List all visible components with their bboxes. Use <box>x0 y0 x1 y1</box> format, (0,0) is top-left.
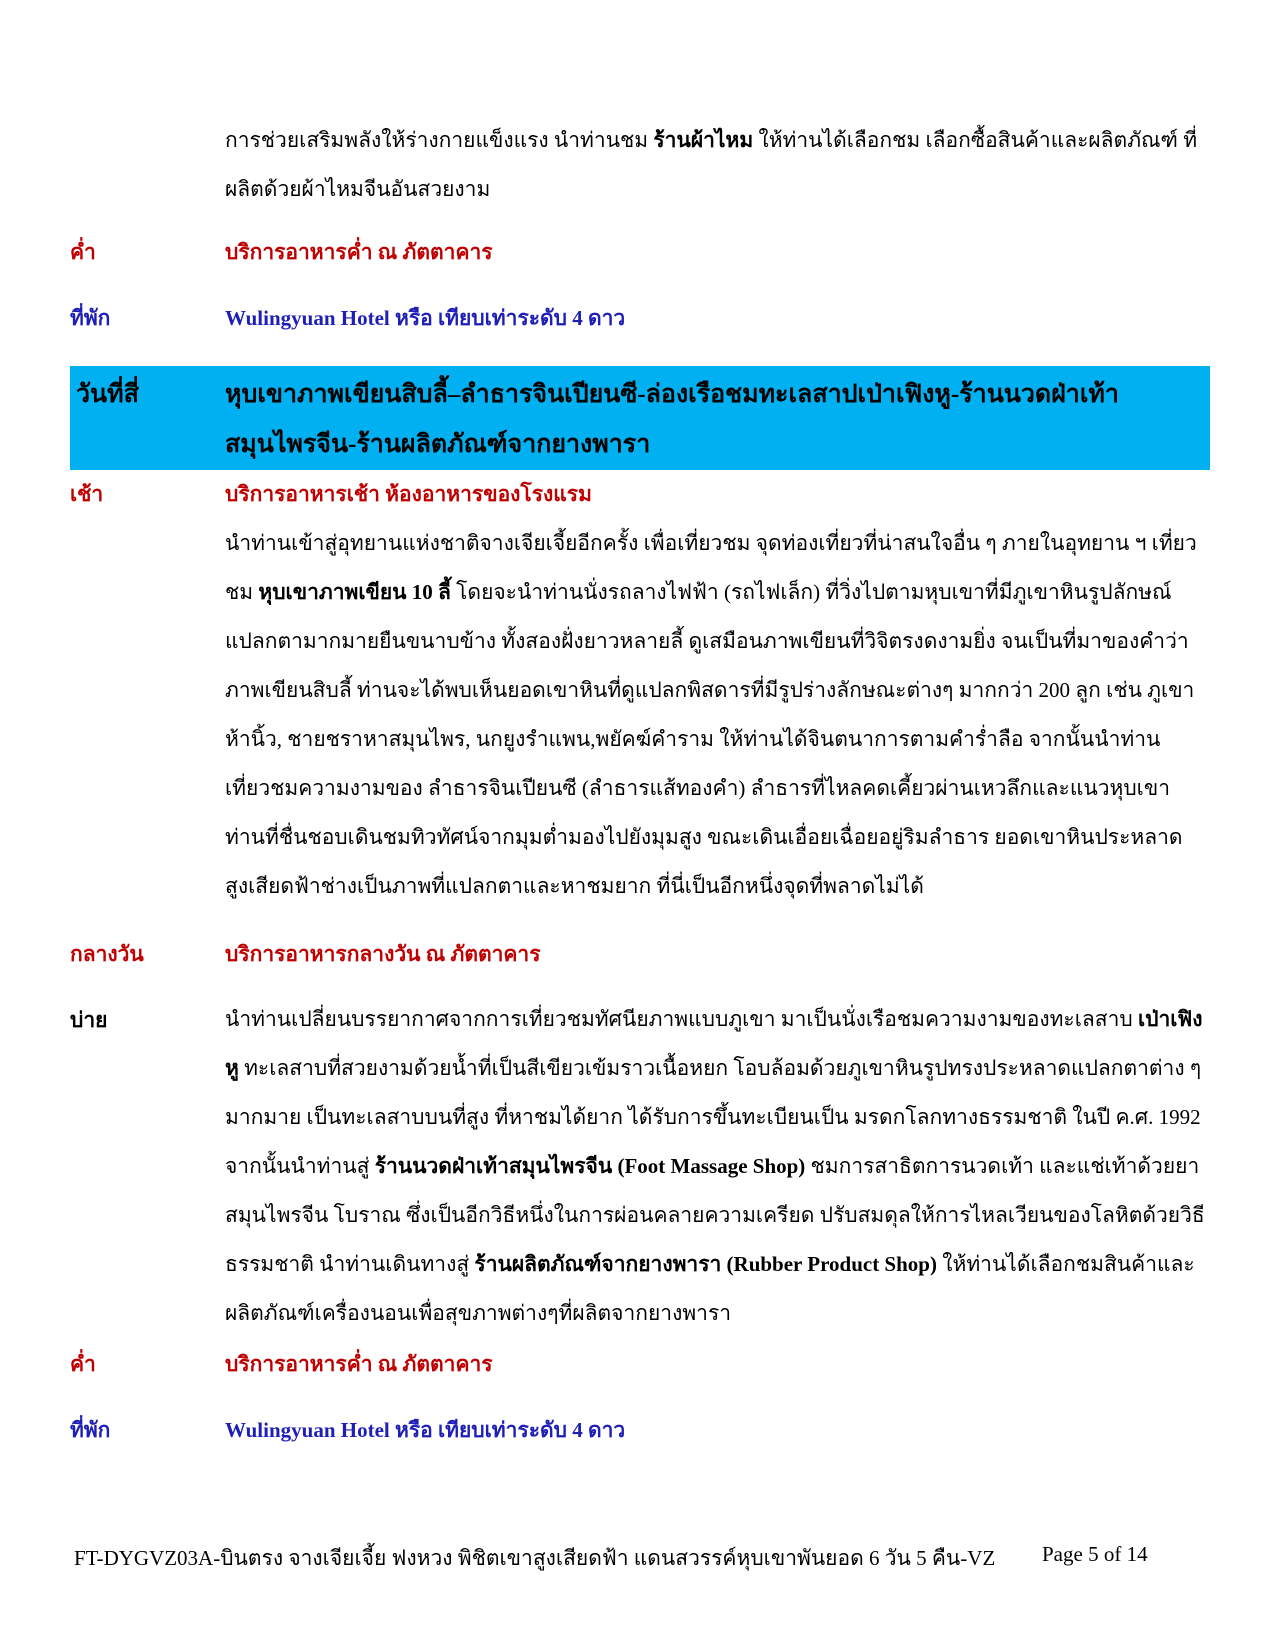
hotel-label: ที่พัก <box>70 1418 111 1442</box>
hotel-text: Wulingyuan Hotel หรือ เทียบเท่าระดับ 4 ดาว <box>225 306 626 330</box>
rubber-shop-name: ร้านผลิตภัณฑ์จากยางพารา (Rubber Product Shop) <box>474 1252 937 1276</box>
morning-text: นำท่านเข้าสู่อุทยานแห่งชาติจางเจียเจี้ยอีกครั้ง เพื่อเที่ยวชม จุดท่องเที่ยวที่น่าสนใจอื่น ๆ ภายในอุทยาน ฯ เที่ยวชม <box>225 531 1197 604</box>
page-number: Page 5 of 14 <box>1042 1542 1148 1566</box>
afternoon-text-cont-3: ให้ท่านได้เลือกชมสินค้าและผลิตภัณฑ์เครื่องนอนเพื่อสุขภาพต่างๆที่ผลิตจากยางพารา <box>225 1252 1195 1325</box>
hotel-row-1 <box>70 302 1210 342</box>
afternoon-text-cont: ทะเลสาบที่สวยงามด้วยน้ำที่เป็นสีเขียวเข้มราวเนื้อหยก โอบล้อมด้วยภูเขาหินรูปทรงประหลาดแปลกตาต่าง ๆ มากมาย เป็นทะเลสาบบนที่สูง ที่หาชมได้ยาก ได้รับการขึ้นทะเบียนเป็น มรดกโลกทางธรรมชาติ ในปี ค.ศ. 1992 จากนั้นนำท่านสู่ <box>225 1056 1202 1178</box>
day-label: วันที่สี่ <box>76 381 139 408</box>
hotel-row-2 <box>70 1414 1210 1454</box>
breakfast-row <box>70 478 1210 518</box>
dinner-label: ค่ำ <box>70 240 96 264</box>
breakfast-text: บริการอาหารเช้า ห้องอาหารของโรงแรม <box>225 482 592 506</box>
lunch-text: บริการอาหารกลางวัน ณ ภัตตาคาร <box>225 942 541 966</box>
day-title: หุบเขาภาพเขียนสิบลี้–ลำธารจินเปียนซี-ล่องเรือชมทะเลสาปเป่าเฟิงหู-ร้านนวดฝ่าเท้าสมุนไพรจีน-ร้านผลิตภัณฑ์จากยางพารา <box>225 381 1119 458</box>
dinner-row-1 <box>70 236 1210 276</box>
dinner-text: บริการอาหารค่ำ ณ ภัตตาคาร <box>225 1352 493 1376</box>
hotel-label: ที่พัก <box>70 306 111 330</box>
breakfast-label: เช้า <box>70 482 104 506</box>
afternoon-text: นำท่านเปลี่ยนบรรยากาศจากการเที่ยวชมทัศนียภาพแบบภูเขา มาเป็นนั่งเรือชมความงามของทะเลสาบ <box>225 1007 1138 1031</box>
dinner-text: บริการอาหารค่ำ ณ ภัตตาคาร <box>225 240 493 264</box>
intro-text-cont: ให้ท่านได้เลือกชม เลือกซื้อสินค้าและผลิตภัณฑ์ ที่ผลิตด้วยผ้าไหมจีนอันสวยงาม <box>225 128 1198 201</box>
document-title: FT-DYGVZ03A-บินตรง จางเจียเจี้ย ฟงหวง พิชิตเขาสูงเสียดฟ้า แดนสวรรค์หุบเขาพันยอด 6 วัน 5 คืน-VZ <box>74 1546 996 1570</box>
intro-paragraph <box>225 116 1205 214</box>
afternoon-text-cont-2: ชมการสาธิตการนวดเท้า และแช่เท้าด้วยยาสมุนไพรจีน โบราณ ซึ่งเป็นอีกวิธีหนึ่งในการผ่อนคลายความเครียด ปรับสมดุลให้การไหลเวียนของโลหิตด้วยวิธีธรรมชาติ นำท่านเดินทางสู่ <box>225 1154 1205 1276</box>
lake-name: เป่าเฟิงหู <box>225 1007 1203 1080</box>
lunch-row <box>70 938 1210 978</box>
hotel-text: Wulingyuan Hotel หรือ เทียบเท่าระดับ 4 ดาว <box>225 1418 626 1442</box>
dinner-label: ค่ำ <box>70 1352 96 1376</box>
foot-massage-shop-name: ร้านนวดฝ่าเท้าสมุนไพรจีน (Foot Massage Shop) <box>374 1154 806 1178</box>
valley-name: หุบเขาภาพเขียน 10 ลี้ <box>258 580 451 604</box>
lunch-label: กลางวัน <box>70 942 144 966</box>
silk-shop-name: ร้านผ้าไหม <box>653 128 754 152</box>
morning-text-cont: โดยจะนำท่านนั่งรถลางไฟฟ้า (รถไฟเล็ก) ที่วิ่งไปตามหุบเขาที่มีภูเขาหินรูปลักษณ์แปลกตามากมายยืนขนาบข้าง ทั้งสองฝั่งยาวหลายลี้ ดูเสมือนภาพเขียนที่วิจิตรงดงามยิ่ง จนเป็นที่มาของคำว่าภาพเขียนสิบลี้ ท่านจะได้พบเห็นยอดเขาหินที่ดูแปลกพิสดารที่มีรูปร่างลักษณะต่างๆ มากกว่า 200 ลูก เช่น ภูเขาห้านิ้ว, ชายชราหาสมุนไพร, นกยูงรำแพน,พยัคฆ์คำราม ให้ท่านได้จินตนาการตามคำร่ำลือ จากนั้นนำท่านเที่ยวชมความงามของ ลำธารจินเปียนซี (ลำธารแส้ทองคำ) ลำธารที่ไหลคดเคี้ยวผ่านเหวลึกและแนวหุบเขา ท่านที่ชื่นชอบเดินชมทิวทัศน์จากมุมต่ำมองไปยังมุมสูง ขณะเดินเอื่อยเฉื่อยอยู่ริมลำธาร ยอดเขาหินประหลาดสูงเสียดฟ้าช่างเป็นภาพที่แปลกตาและหาชมยาก ที่นี่เป็นอีกหนึ่งจุดที่พลาดไม่ได้ <box>225 580 1195 898</box>
afternoon-label: บ่าย <box>70 1008 108 1032</box>
afternoon-paragraph <box>225 995 1205 1338</box>
dinner-row-2 <box>70 1348 1210 1388</box>
intro-text: การช่วยเสริมพลังให้ร่างกายแข็งแรง นำท่านชม <box>225 128 654 152</box>
day-header <box>70 366 1210 470</box>
morning-paragraph <box>225 519 1205 911</box>
